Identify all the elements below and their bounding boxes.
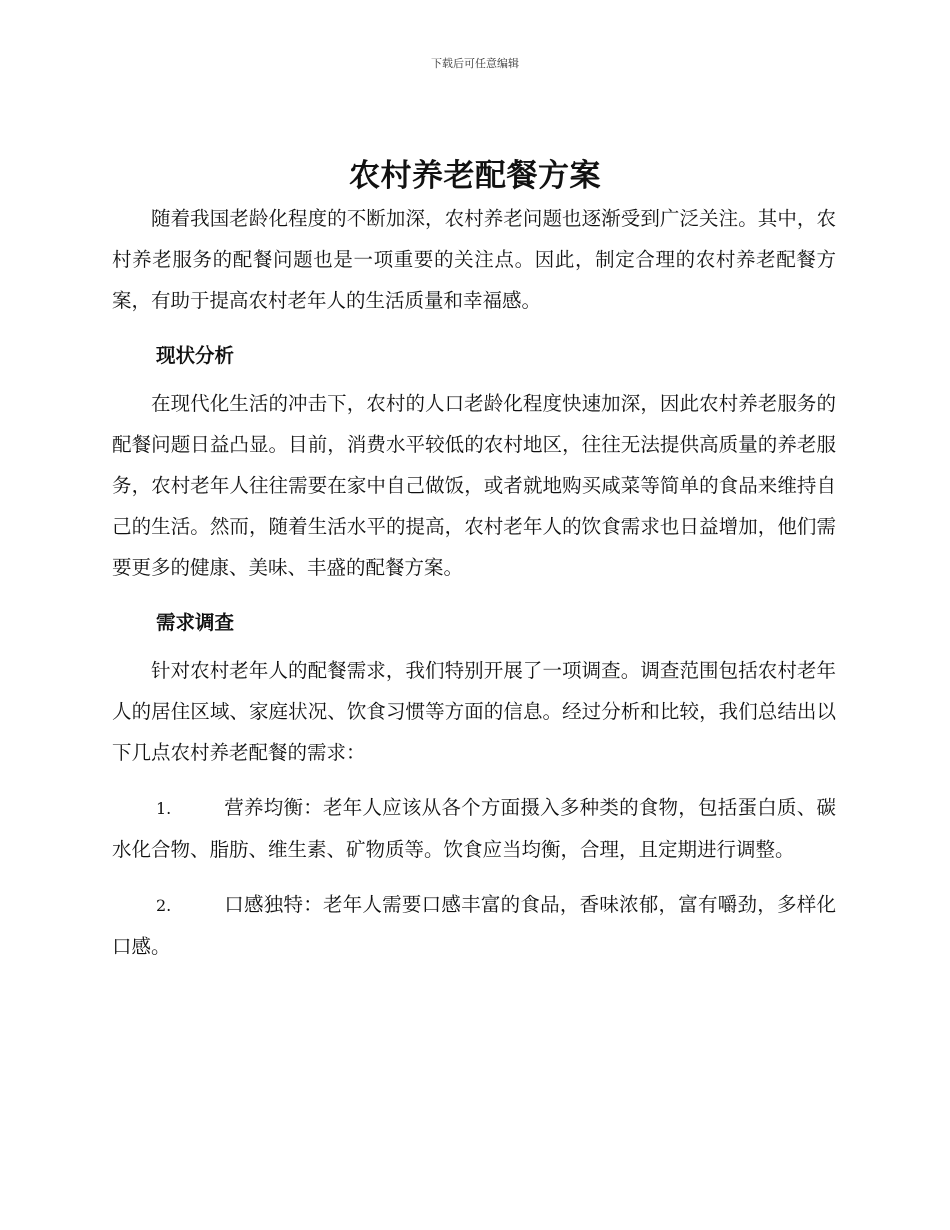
intro-paragraph: 随着我国老龄化程度的不断加深，农村养老问题也逐渐受到广泛关注。其中，农村养老服务的配餐问题也是一项重要的关注点。因此，制定合理的农村养老配餐方案，有助于提高农村老年人的生活质量和幸福感。 xyxy=(112,207,836,312)
section-heading-status: 现状分析 xyxy=(156,344,235,367)
survey-paragraph: 针对农村老年人的配餐需求，我们特别开展了一项调查。调查范围包括农村老年人的居住区域、家庭状况、饮食习惯等方面的信息。经过分析和比较，我们总结出以下几点农村养老配餐的需求： xyxy=(112,659,836,764)
list-item xyxy=(112,787,836,870)
status-paragraph: 在现代化生活的冲击下，农村的人口老龄化程度快速加深，因此农村养老服务的配餐问题日益凸显。目前，消费水平较低的农村地区，往往无法提供高质量的养老服务，农村老年人往往需要在家中自己做饭，或者就地购买咸菜等简单的食品来维持自己的生活。然而，随着生活水平的提高，农村老年人的饮食需求也日益增加，他们需要更多的健康、美味、丰盛的配餐方案。 xyxy=(112,392,836,579)
list-number: 2. xyxy=(156,896,172,915)
page-header-note: 下载后可任意编辑 xyxy=(431,57,519,70)
list-text: 营养均衡：老年人应该从各个方面摄入多种类的食物，包括蛋白质、碳水化合物、脂肪、维生素、矿物质等。饮食应当均衡，合理，且定期进行调整。 xyxy=(112,796,836,861)
list-item xyxy=(112,884,836,967)
list-text: 口感独特：老年人需要口感丰富的食品，香味浓郁，富有嚼劲，多样化口感。 xyxy=(112,893,836,958)
document-title: 农村养老配餐方案 xyxy=(349,158,601,194)
section-heading-survey: 需求调查 xyxy=(156,611,235,634)
list-number: 1. xyxy=(156,799,172,818)
document-body xyxy=(112,198,836,967)
